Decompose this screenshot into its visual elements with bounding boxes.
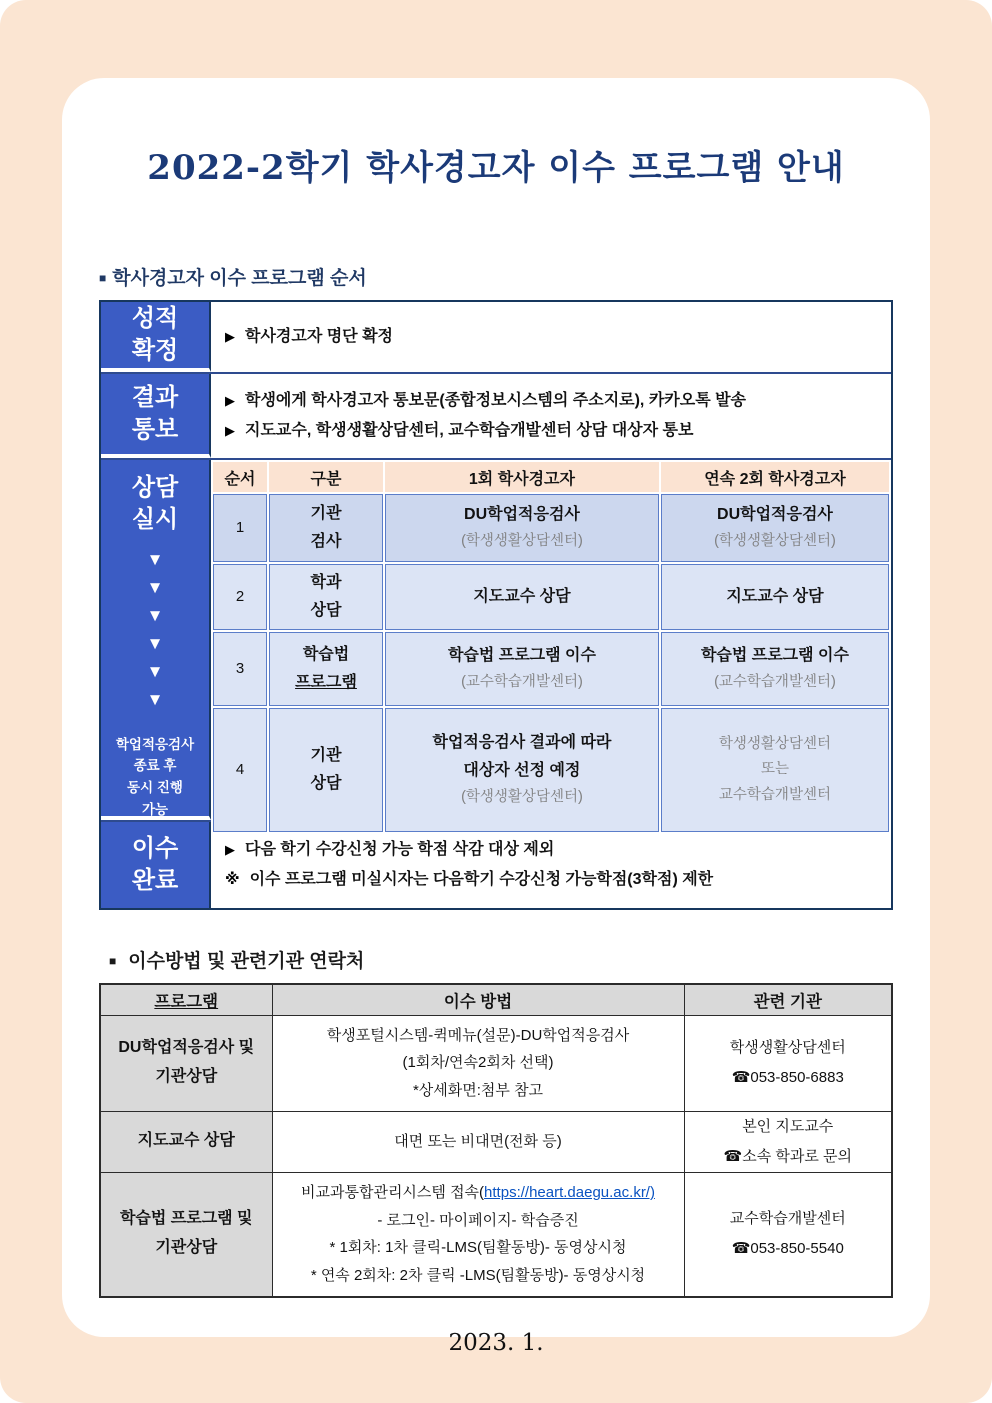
org-phone: ☎053-850-5540 <box>731 1240 844 1258</box>
program-cell <box>100 1172 272 1297</box>
method-line: *상세화면:첨부 참고 <box>412 1082 544 1099</box>
counsel-row-number: 1 <box>213 494 267 562</box>
cell-main-text: 대상자 선정 예정 <box>463 762 581 780</box>
program-line: 학습법 프로그램 및 <box>119 1210 253 1228</box>
cell-sub-text: 학생생활상담센터 <box>718 735 831 752</box>
org-name: 학생생활상담센터 <box>729 1039 846 1057</box>
counsel-row-3 <box>213 632 889 706</box>
category-line: 학과 <box>310 574 342 591</box>
method-line: * 1회차: 1차 클릭-LMS(팀활동방)- 동영상시청 <box>329 1239 627 1257</box>
col-header-category: 구분 <box>269 462 383 492</box>
stage-item-text: 다음 학기 수강신청 가능 학점 삭감 대상 제외 <box>245 840 555 858</box>
stage-label-complete <box>101 822 211 908</box>
cell-main-text: 학습법 프로그램 이수 <box>700 647 849 665</box>
cell-main-text: 학업적응검사 결과에 따라 <box>432 734 612 752</box>
counsel-row-4 <box>213 708 889 832</box>
cell-main-text: 지도교수 상담 <box>726 588 824 605</box>
counsel-cell-second <box>661 494 889 562</box>
org-cell <box>684 1015 892 1111</box>
cell-sub-text: (교수학습개발센터) <box>461 674 583 691</box>
stage-item-text: 학생에게 학사경고자 통보문(종합정보시스템의 주소지로), 카카오톡 발송 <box>245 391 747 409</box>
stage-side-note-line: 동시 진행 <box>127 779 183 795</box>
program-cell <box>100 1015 272 1111</box>
stage-label-line: 실시 <box>131 506 179 534</box>
stage-content-complete <box>211 822 891 908</box>
org-cell <box>684 1111 892 1172</box>
stage-item-text: 학사경고자 명단 확정 <box>245 327 393 345</box>
triangle-down-icon: ▼ <box>146 549 164 569</box>
counsel-row-category <box>269 494 383 562</box>
cell-sub-text: (학생생활상담센터) <box>461 789 583 806</box>
counsel-cell-first <box>385 708 659 832</box>
triangle-down-icon: ▼ <box>146 577 164 597</box>
triangle-right-icon: ▶ <box>225 392 235 408</box>
col-header-first-warning: 1회 학사경고자 <box>385 462 659 492</box>
contact-row-du-test <box>100 1015 892 1111</box>
program-line: 지도교수 상담 <box>137 1132 235 1150</box>
square-bullet-icon: ■ <box>99 270 107 285</box>
contact-row-advisor <box>100 1111 892 1172</box>
category-line: 기관 <box>310 747 342 764</box>
stage-label-line: 성적 <box>131 304 179 332</box>
document-title: 2022-2학기 학사경고자 이수 프로그램 안내 <box>147 148 845 188</box>
counsel-row-1 <box>213 494 889 562</box>
stage-label-line: 결과 <box>131 383 179 411</box>
contact-header-row <box>100 984 892 1015</box>
category-line: 학습법 <box>302 646 350 663</box>
contact-table-head <box>100 984 892 1015</box>
counsel-cell-first <box>385 632 659 706</box>
stage-label-line: 상담 <box>131 474 179 501</box>
stage-side-note-line: 가능 <box>141 801 169 817</box>
counsel-table <box>211 460 891 834</box>
program-cell <box>100 1111 272 1172</box>
section-order-heading <box>99 263 893 290</box>
counsel-table-head <box>213 462 889 492</box>
section-order-heading-label: 학사경고자 이수 프로그램 순서 <box>112 268 367 289</box>
counsel-row-category <box>269 564 383 630</box>
triangle-down-icon: ▼ <box>146 661 164 681</box>
method-line: - 로그인- 마이페이지- 학습증진 <box>377 1211 579 1229</box>
footer-date: 2023. 1. <box>448 1329 544 1356</box>
triangle-right-icon: ▶ <box>225 423 235 438</box>
arrow-stack <box>147 551 164 708</box>
counsel-row-number: 2 <box>213 564 267 630</box>
contact-table-body <box>100 1015 892 1297</box>
counsel-table-body <box>213 494 889 832</box>
category-line: 기관 <box>310 505 342 522</box>
counsel-cell-second <box>661 632 889 706</box>
stage-content-result-notify <box>211 374 891 458</box>
triangle-down-icon: ▼ <box>146 605 164 625</box>
stage-content-grade-confirm <box>211 302 891 372</box>
stage-side-note-line: 종료 후 <box>133 758 177 774</box>
stage-side-note-line: 학업적응검사 <box>115 736 195 752</box>
method-line: * 연속 2회차: 2차 클릭 -LMS(팀활동방)- 동영상시청 <box>310 1267 646 1284</box>
stage-content-counsel <box>211 460 891 820</box>
triangle-right-icon: ▶ <box>225 328 235 344</box>
stage-item <box>225 835 877 865</box>
cell-sub-text: (교수학습개발센터) <box>714 674 836 691</box>
contact-row-learning-program <box>100 1172 892 1297</box>
counsel-row-2 <box>213 564 889 630</box>
counsel-cell-first <box>385 564 659 630</box>
org-phone: ☎소속 학과로 문의 <box>723 1147 852 1165</box>
section-contact-heading <box>99 946 893 973</box>
method-link-prefix: 비교과통합관리시스템 접속( <box>301 1183 485 1201</box>
method-line: (1회차/연속2회차 선택) <box>402 1054 554 1072</box>
method-line: 학생포털시스템-퀵메뉴(설문)-DU학업적응검사 <box>326 1026 630 1044</box>
method-cell <box>272 1172 684 1297</box>
category-line: 상담 <box>310 775 342 792</box>
cell-sub-text: 또는 <box>760 761 789 778</box>
stage-label-result-notify <box>101 374 211 458</box>
counsel-row-category <box>269 708 383 832</box>
triangle-down-icon: ▼ <box>146 633 164 653</box>
category-line: 상담 <box>310 602 342 619</box>
org-name: 본인 지도교수 <box>742 1117 834 1135</box>
reference-mark-icon: ※ <box>225 871 240 888</box>
stage-item-text: 이수 프로그램 미실시자는 다음학기 수강신청 가능학점(3학점) 제한 <box>249 871 714 888</box>
counsel-header-row <box>213 462 889 492</box>
cell-sub-text: (학생생활상담센터) <box>714 533 836 550</box>
stage-item <box>225 386 877 416</box>
col-header-program: 프로그램 <box>100 984 272 1015</box>
square-bullet-icon: ■ <box>109 953 117 968</box>
counsel-cell-first <box>385 494 659 562</box>
method-cell <box>272 1015 684 1111</box>
category-line: 검사 <box>310 533 342 550</box>
cell-main-text: DU학업적응검사 <box>464 506 580 524</box>
stage-row-counsel <box>101 460 891 822</box>
stage-item <box>225 416 877 446</box>
stage-item <box>225 322 877 352</box>
method-line-with-link <box>277 1179 680 1207</box>
cell-main-text: DU학업적응검사 <box>717 506 833 524</box>
counsel-cell-second <box>661 564 889 630</box>
program-line: 기관상담 <box>155 1068 218 1086</box>
col-header-org: 관련 기관 <box>684 984 892 1015</box>
stage-row-grade-confirm <box>101 302 891 374</box>
counsel-row-number: 3 <box>213 632 267 706</box>
stage-label-grade-confirm <box>101 302 211 372</box>
org-phone: ☎053-850-6883 <box>731 1069 844 1087</box>
stage-side-note <box>116 734 194 820</box>
document-card <box>62 78 930 1356</box>
col-header-no: 순서 <box>213 462 267 492</box>
col-header-method: 이수 방법 <box>272 984 684 1015</box>
counsel-row-number: 4 <box>213 708 267 832</box>
stage-row-complete <box>101 822 891 908</box>
stage-label-line: 확정 <box>131 337 179 364</box>
cell-main-text: 지도교수 상담 <box>473 588 571 605</box>
org-cell <box>684 1172 892 1297</box>
stage-row-result-notify <box>101 374 891 460</box>
program-line: DU학업적응검사 및 <box>118 1039 255 1057</box>
section-contact-heading-label: 이수방법 및 관련기관 연락처 <box>128 951 365 972</box>
col-header-second-warning: 연속 2회 학사경고자 <box>661 462 889 492</box>
triangle-right-icon: ▶ <box>225 841 235 857</box>
triangle-down-icon: ▼ <box>146 689 164 709</box>
cell-sub-text: 교수학습개발센터 <box>718 786 831 803</box>
counsel-row-category <box>269 632 383 706</box>
program-line: 기관상담 <box>155 1239 218 1257</box>
category-line: 프로그램 <box>295 674 357 691</box>
org-name: 교수학습개발센터 <box>729 1210 846 1228</box>
heart-system-link[interactable]: https://heart.daegu.ac.kr/) <box>484 1183 655 1201</box>
stage-label-line: 완료 <box>131 867 179 894</box>
cell-main-text: 학습법 프로그램 이수 <box>447 647 596 665</box>
method-line: 대면 또는 비대면(전화 등) <box>394 1132 562 1150</box>
contact-table <box>99 983 893 1298</box>
stage-item-text: 지도교수, 학생생활상담센터, 교수학습개발센터 상담 대상자 통보 <box>245 422 694 439</box>
stage-label-counsel <box>101 460 211 820</box>
stage-table <box>99 300 893 910</box>
counsel-cell-second <box>661 708 889 832</box>
stage-label-line: 통보 <box>131 416 179 443</box>
cell-sub-text: (학생생활상담센터) <box>461 533 583 550</box>
stage-item <box>225 865 877 895</box>
method-cell <box>272 1111 684 1172</box>
stage-label-line: 이수 <box>131 834 179 862</box>
